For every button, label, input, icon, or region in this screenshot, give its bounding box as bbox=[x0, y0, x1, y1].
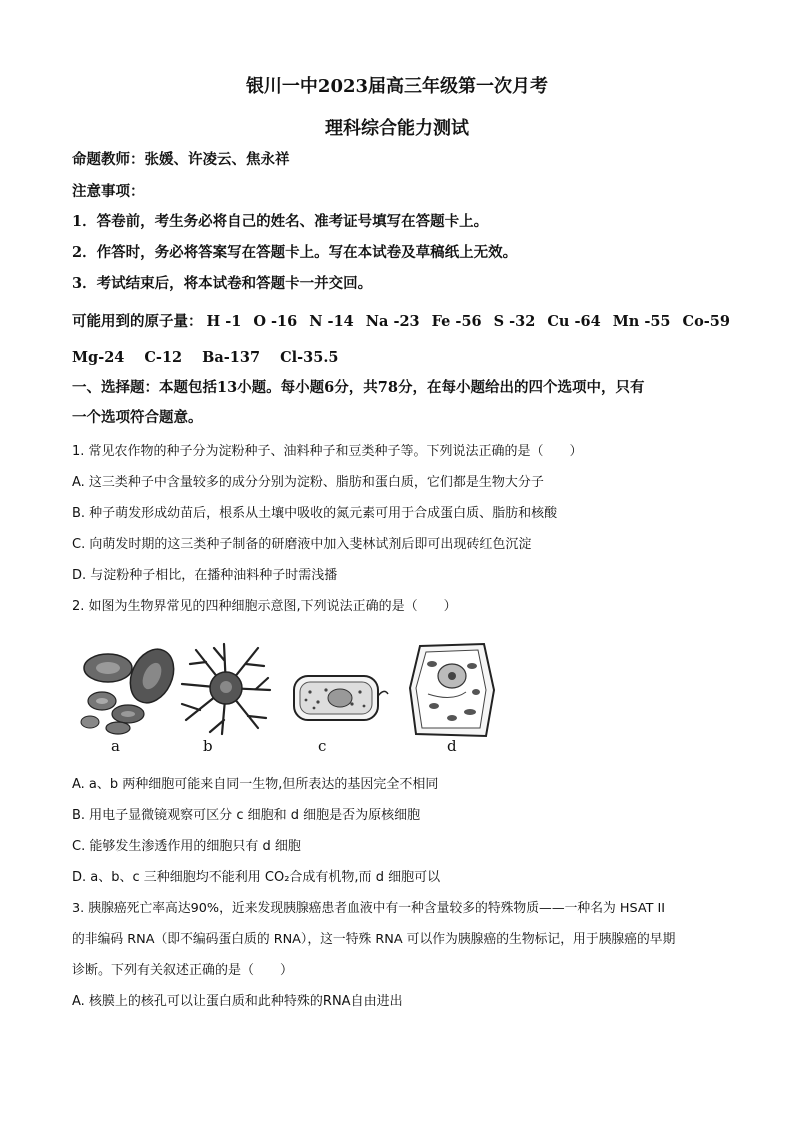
atomic-mass: Co-59 bbox=[682, 313, 730, 330]
figure-label-b: b bbox=[203, 737, 213, 755]
question-2-option-b: B. 用电子显微镜观察可区分 c 细胞和 d 细胞是否为原核细胞 bbox=[72, 808, 421, 823]
atomic-mass: O -16 bbox=[253, 313, 298, 330]
red-blood-cells-image bbox=[80, 646, 180, 736]
question-1-option-a: A. 这三类种子中含量较多的成分分别为淀粉、脂肪和蛋白质，它们都是生物大分子 bbox=[72, 475, 544, 490]
atomic-mass: C-12 bbox=[144, 349, 183, 366]
atomic-mass: Cl-35.5 bbox=[280, 349, 339, 366]
question-1-option-c: C. 向萌发时期的这三类种子制备的研磨液中加入斐林试剂后即可出现砖红色沉淀 bbox=[72, 537, 532, 552]
atomic-mass: N -14 bbox=[309, 313, 354, 330]
section-heading: 一、选择题：本题包括13小题。每小题6分，共78分，在每小题给出的四个选项中，只有 bbox=[72, 379, 645, 396]
atomic-mass: Fe -56 bbox=[431, 313, 482, 330]
notice-item: 2．作答时，务必将答案写在答题卡上。写在本试卷及草稿纸上无效。 bbox=[72, 244, 518, 261]
question-2-option-c: C. 能够发生渗透作用的细胞只有 d 细胞 bbox=[72, 839, 301, 854]
question-1-option-d: D. 与淀粉种子相比，在播种油料种子时需浅播 bbox=[72, 568, 338, 583]
question-2-stem: 2. 如图为生物界常见的四种细胞示意图,下列说法正确的是（ ） bbox=[72, 599, 457, 614]
neuron-cell-image bbox=[176, 640, 276, 736]
question-3-stem-line: 的非编码 RNA（即不编码蛋白质的 RNA），这一特殊 RNA 可以作为胰腺癌的生物标记，用于胰腺癌的早期 bbox=[72, 932, 676, 947]
cell-diagram-figure bbox=[76, 638, 506, 758]
atomic-masses-line1 bbox=[72, 312, 742, 332]
atomic-mass: Cu -64 bbox=[547, 313, 601, 330]
figure-label-a: a bbox=[111, 737, 120, 755]
atomic-mass: H -1 bbox=[206, 313, 242, 330]
atomic-mass-label: 可能用到的原子量： bbox=[72, 313, 203, 330]
authors-line: 命题教师：张媛、许凌云、焦永祥 bbox=[72, 151, 290, 168]
section-heading-cont: 一个选项符合题意。 bbox=[72, 409, 203, 426]
atomic-mass: Na -23 bbox=[365, 313, 420, 330]
atomic-mass: S -32 bbox=[493, 313, 536, 330]
bacterium-cell-image bbox=[290, 668, 390, 728]
notice-item: 1．答卷前，考生务必将自己的姓名、准考证号填写在答题卡上。 bbox=[72, 213, 489, 230]
figure-label-c: c bbox=[318, 737, 327, 755]
question-3-option-a: A. 核膜上的核孔可以让蛋白质和此种特殊的RNA自由进出 bbox=[72, 994, 403, 1009]
plant-cell-image bbox=[406, 640, 498, 740]
figure-label-d: d bbox=[447, 737, 457, 755]
question-2-option-d: D. a、b、c 三种细胞均不能利用 CO₂合成有机物,而 d 细胞可以 bbox=[72, 870, 441, 885]
exam-subtitle: 理科综合能力测试 bbox=[325, 118, 469, 139]
atomic-mass: Mn -55 bbox=[612, 313, 671, 330]
question-3-stem-line: 诊断。下列有关叙述正确的是（ ） bbox=[72, 963, 294, 978]
question-1-stem: 1. 常见农作物的种子分为淀粉种子、油料种子和豆类种子等。下列说法正确的是（ ） bbox=[72, 444, 583, 459]
exam-title: 银川一中2023届高三年级第一次月考 bbox=[245, 76, 549, 97]
atomic-masses-line2 bbox=[72, 348, 350, 368]
question-3-stem-line: 3. 胰腺癌死亡率高达90%，近来发现胰腺癌患者血液中有一种含量较多的特殊物质——一种名为 HSAT II bbox=[72, 901, 666, 916]
notice-heading: 注意事项： bbox=[72, 183, 145, 200]
question-1-option-b: B. 种子萌发形成幼苗后，根系从土壤中吸收的氮元素可用于合成蛋白质、脂肪和核酸 bbox=[72, 506, 558, 521]
notice-item: 3．考试结束后，将本试卷和答题卡一并交回。 bbox=[72, 275, 373, 292]
atomic-mass: Ba-137 bbox=[202, 349, 261, 366]
atomic-mass: Mg-24 bbox=[72, 349, 125, 366]
question-2-option-a: A. a、b 两种细胞可能来自同一生物,但所表达的基因完全不相同 bbox=[72, 777, 439, 792]
